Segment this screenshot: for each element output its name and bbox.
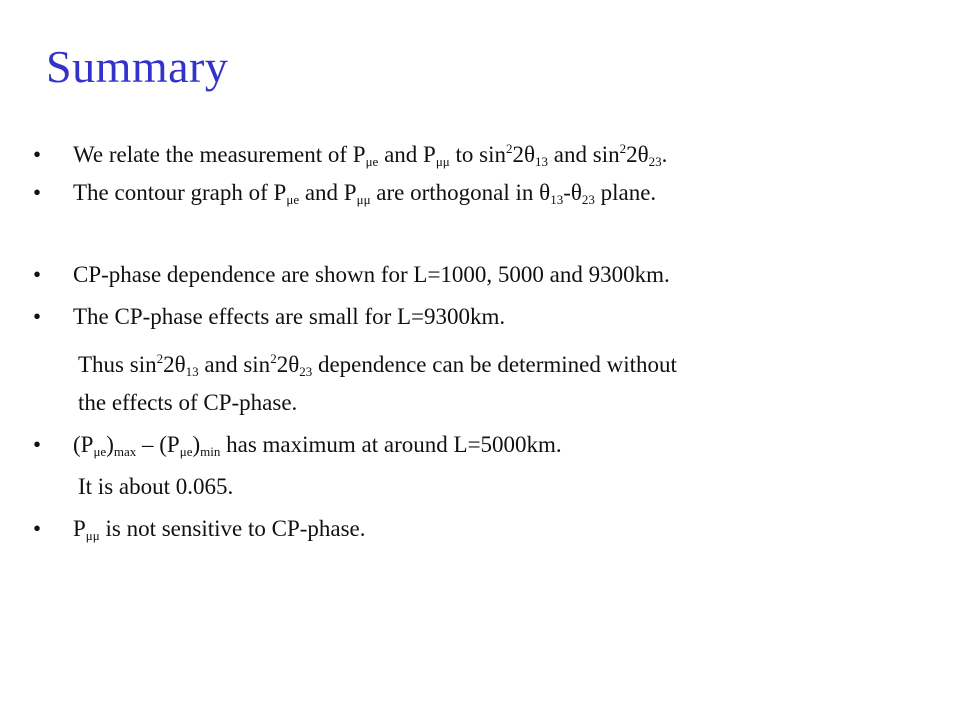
text-run: We relate the measurement of P [73, 142, 366, 167]
bullet-line [33, 302, 505, 332]
bullet-marker: • [33, 262, 42, 287]
text-run: CP-phase dependence are shown for L=1000, 5000 and 9300km. [73, 262, 670, 287]
text-run: 2θ [512, 142, 536, 167]
text-run: It is about 0.065. [78, 474, 234, 499]
text-run: (P [73, 432, 94, 457]
text-run: are orthogonal in θ [370, 180, 551, 205]
bullet-line [33, 430, 562, 467]
subscript: μe [365, 154, 379, 169]
text-run: is not sensitive to CP-phase. [99, 516, 366, 541]
slide-title: Summary [46, 41, 229, 92]
text-run: Thus sin [78, 352, 157, 377]
superscript: 2 [619, 141, 627, 156]
text-run: has maximum at around L=5000km. [220, 432, 562, 457]
superscript: 2 [156, 351, 164, 366]
subscript: 23 [581, 192, 595, 207]
text-run: 2θ [626, 142, 649, 167]
superscript: 2 [270, 351, 277, 366]
bullet-line [33, 260, 670, 290]
bullet-marker: • [33, 304, 42, 329]
text-run: 2θ [163, 352, 186, 377]
text-run: the effects of CP-phase. [78, 390, 298, 415]
bullet-line [33, 134, 667, 177]
subscript: 23 [648, 154, 662, 169]
subscript: 13 [535, 154, 549, 169]
text-run: and P [299, 180, 357, 205]
subscript: μe [286, 192, 300, 207]
subscript: μμ [356, 192, 371, 207]
subscript: max [113, 444, 137, 459]
text-run: The CP-phase effects are small for L=9300km. [73, 304, 506, 329]
text-run: dependence can be determined without [312, 352, 677, 377]
text-run: plane. [594, 180, 657, 205]
text-run: and P [378, 142, 436, 167]
subscript: 23 [299, 364, 313, 379]
bullet-marker: • [33, 180, 42, 205]
subscript: μμ [85, 528, 100, 543]
subscript: min [200, 444, 221, 459]
bullet-marker: • [33, 142, 42, 167]
continuation-line [78, 344, 677, 387]
continuation-line [78, 388, 297, 418]
superscript: 2 [506, 141, 513, 156]
text-run: ) [106, 432, 114, 457]
subscript: μe [93, 444, 107, 459]
text-run: The contour graph of P [73, 180, 287, 205]
text-run: -θ [563, 180, 582, 205]
subscript: 13 [185, 364, 199, 379]
text-run: 2θ [276, 352, 300, 377]
subscript: μμ [435, 154, 450, 169]
text-run: to sin [449, 142, 506, 167]
continuation-line [78, 472, 233, 502]
subscript: 13 [550, 192, 564, 207]
text-run: P [73, 516, 86, 541]
text-run: . [661, 142, 668, 167]
text-run: – (P [136, 432, 180, 457]
bullet-marker: • [33, 516, 42, 541]
bullet-line [33, 178, 656, 215]
text-run: ) [192, 432, 201, 457]
bullet-line [33, 514, 366, 551]
bullet-marker: • [33, 432, 42, 457]
text-run: and sin [198, 352, 271, 377]
text-run: and sin [548, 142, 620, 167]
subscript: μe [179, 444, 193, 459]
